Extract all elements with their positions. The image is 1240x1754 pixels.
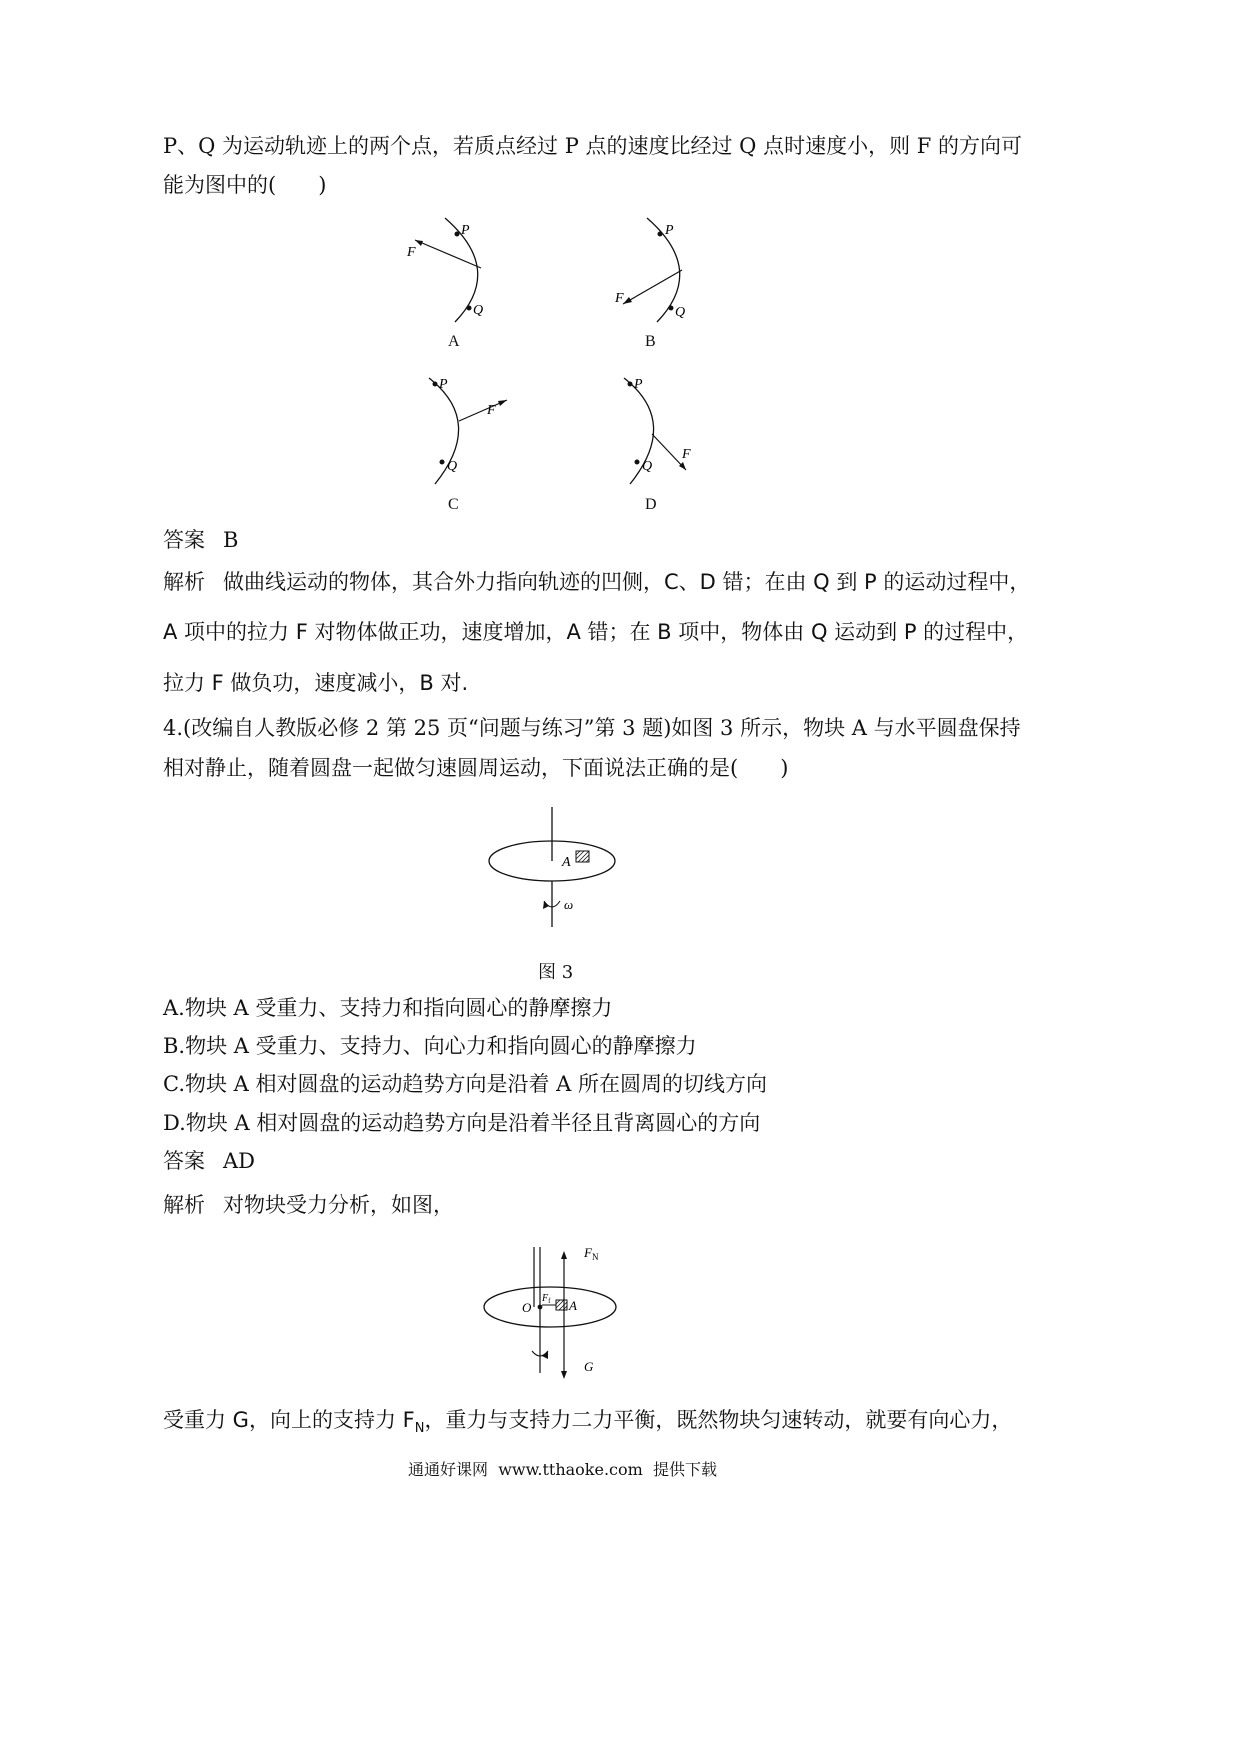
figure-c [415, 370, 525, 495]
footer-url[interactable]: www.tthaoke.com [498, 1460, 643, 1479]
svg-text:Ff [541, 1293, 551, 1305]
fig-d-f-label: F [682, 447, 691, 462]
footer [408, 1457, 717, 1480]
q3-stem-line-2: 能为图中的( ) [163, 173, 327, 197]
fig-a-q-label: Q [473, 303, 484, 318]
svg-text:FN [583, 1245, 599, 1262]
q4-stem-line-1: 4.(改编自人教版必修 2 第 25 页“问题与练习”第 3 题)如图 3 所示，物块 A 与水平圆盘保持 [163, 716, 1021, 740]
figure-b [605, 210, 715, 335]
o-label: O [522, 1300, 532, 1315]
q4-answer-row [163, 1146, 255, 1176]
fig3-omega-label: ω [564, 897, 574, 912]
q4-analysis-text-2b: ，重力与支持力二力平衡，既然物块匀速转动，就要有向心力， [424, 1408, 1013, 1432]
fn-sub: N [591, 1252, 599, 1262]
q4-analysis-text-2a: 受重力 G，向上的支持力 F [163, 1408, 415, 1432]
fig-c-caption: C [448, 496, 459, 513]
fig3-caption: 图 3 [538, 962, 574, 983]
q3-analysis-line-3: 拉力 F 做负功，速度减小，B 对. [163, 671, 469, 695]
q3-stem-line-1: P、Q 为运动轨迹上的两个点，若质点经过 P 点的速度比经过 Q 点时速度小，则 F 的方向可 [163, 134, 1022, 158]
option-b: B.物块 A 受重力、支持力、向心力和指向圆心的静摩擦力 [163, 1034, 697, 1058]
footer-tail: 提供下载 [652, 1460, 717, 1479]
fig3-block-label: A [562, 855, 571, 870]
a-label: A [569, 1298, 577, 1313]
q4-analysis-line-2 [163, 1405, 1012, 1444]
force-diagram [478, 1245, 638, 1380]
q3-answer-label: 答案 [163, 528, 205, 552]
fig-d-caption: D [645, 496, 657, 513]
g-label: G [584, 1359, 594, 1374]
ff-sub: f [548, 1297, 551, 1305]
figure-a [395, 210, 505, 335]
fig-a-f-label: F [407, 245, 416, 260]
fig-d-p-label: P [634, 377, 643, 392]
q3-answer-row [163, 525, 238, 555]
fig-a-p-label: P [461, 223, 470, 238]
q4-answer-label: 答案 [163, 1149, 205, 1173]
figure-3-disk [480, 805, 630, 930]
figure-d [610, 370, 720, 495]
q4-analysis-line-1 [163, 1190, 454, 1220]
fig-b-f-label: F [615, 291, 624, 306]
fn-label: F [584, 1245, 592, 1260]
fig-c-q-label: Q [447, 459, 458, 474]
option-c: C.物块 A 相对圆盘的运动趋势方向是沿着 A 所在圆周的切线方向 [163, 1072, 768, 1096]
q3-analysis-line-1 [163, 567, 1030, 597]
q3-analysis-line-2: A 项中的拉力 F 对物体做正功，速度增加，A 错；在 B 项中，物体由 Q 运动到 P 的过程中， [163, 620, 1029, 644]
q3-analysis-text-1: 做曲线运动的物体，其合外力指向轨迹的凹侧，C、D 错；在由 Q 到 P 的运动过程中， [223, 570, 1031, 594]
option-d: D.物块 A 相对圆盘的运动趋势方向是沿着半径且背离圆心的方向 [163, 1111, 761, 1135]
q3-answer-value: B [223, 528, 239, 552]
q4-analysis-fn-sub: N [414, 1421, 425, 1437]
ff-label: F [542, 1293, 549, 1304]
fig-d-q-label: Q [642, 459, 653, 474]
q4-analysis-text-1: 对物块受力分析，如图， [223, 1193, 454, 1217]
q4-answer-value: AD [223, 1149, 256, 1173]
fig-a-caption: A [448, 333, 460, 350]
q4-analysis-label: 解析 [163, 1193, 205, 1217]
q3-analysis-label: 解析 [163, 570, 205, 594]
q4-stem-line-2: 相对静止，随着圆盘一起做匀速圆周运动，下面说法正确的是( ) [163, 756, 789, 780]
fig-b-caption: B [645, 333, 656, 350]
fig-c-p-label: P [439, 377, 448, 392]
fig-b-q-label: Q [675, 305, 686, 320]
fig-c-f-label: F [487, 403, 496, 418]
footer-site-name: 通通好课网 [408, 1460, 489, 1479]
option-a: A.物块 A 受重力、支持力和指向圆心的静摩擦力 [163, 996, 613, 1020]
fig-b-p-label: P [665, 223, 674, 238]
